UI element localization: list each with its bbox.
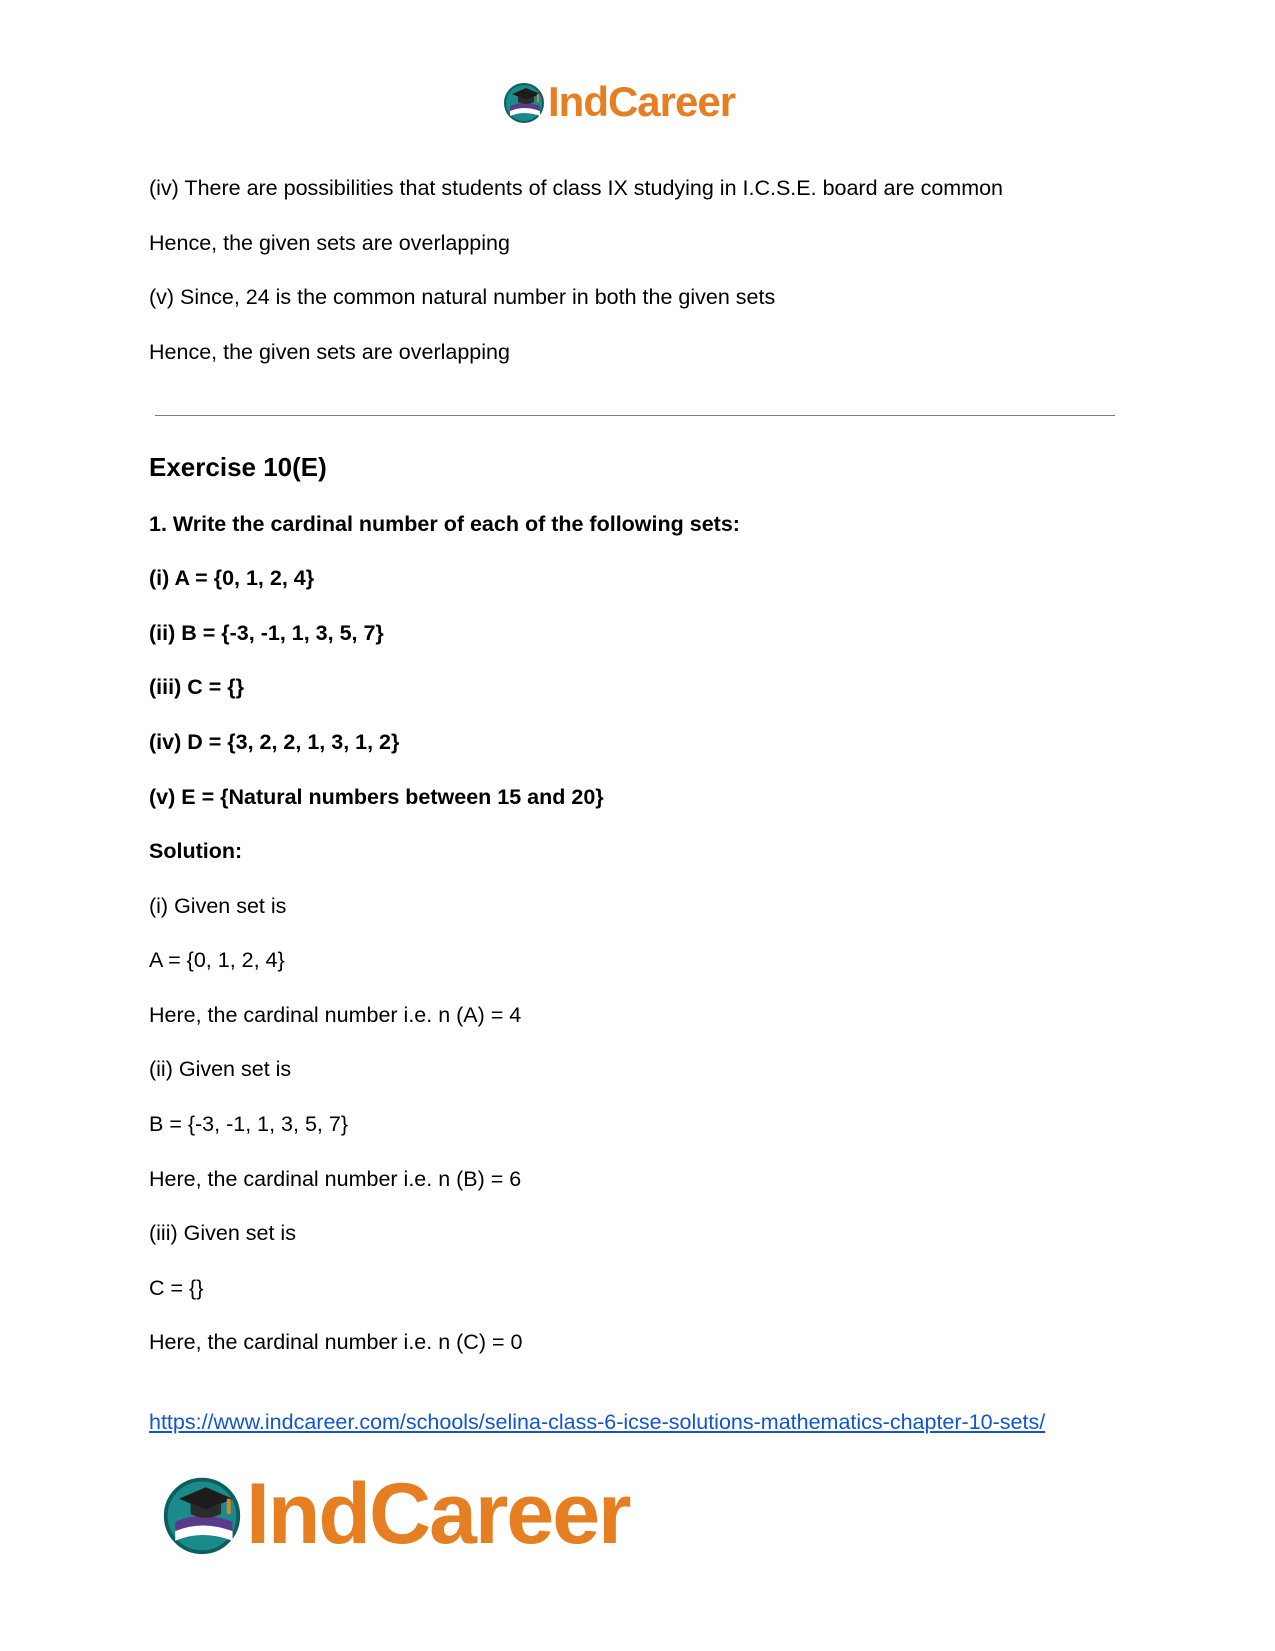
solution-line: (iii) Given set is	[149, 1221, 296, 1245]
question-part: (v) E = {Natural numbers between 15 and 20}	[149, 785, 604, 809]
text-line: Hence, the given sets are overlapping	[149, 231, 510, 255]
graduation-book-icon	[160, 1472, 244, 1556]
exercise-title: Exercise 10(E)	[149, 452, 327, 482]
solution-line: A = {0, 1, 2, 4}	[149, 948, 285, 972]
graduation-book-icon	[502, 80, 546, 124]
logo-wordmark: IndCareer	[548, 78, 736, 125]
text-line: Hence, the given sets are overlapping	[149, 340, 510, 364]
solution-line: B = {-3, -1, 1, 3, 5, 7}	[149, 1112, 349, 1136]
solution-line: Here, the cardinal number i.e. n (A) = 4	[149, 1003, 522, 1027]
footer-logo	[160, 1466, 630, 1562]
question-part: (iii) C = {}	[149, 675, 244, 699]
solution-label: Solution:	[149, 839, 243, 863]
text-line: (iv) There are possibilities that students of class IX studying in I.C.S.E. board are common	[149, 176, 1004, 200]
solution-line: Here, the cardinal number i.e. n (C) = 0	[149, 1330, 523, 1354]
question-part: (i) A = {0, 1, 2, 4}	[149, 566, 315, 590]
header-logo	[502, 78, 735, 126]
solution-line: Here, the cardinal number i.e. n (B) = 6	[149, 1167, 522, 1191]
section-divider	[155, 415, 1115, 416]
question-text: 1. Write the cardinal number of each of the following sets:	[149, 512, 740, 536]
question-part: (ii) B = {-3, -1, 1, 3, 5, 7}	[149, 621, 384, 645]
source-link[interactable]: https://www.indcareer.com/schools/selina-class-6-icse-solutions-mathematics-chapter-10-sets/	[149, 1410, 1046, 1434]
solution-line: C = {}	[149, 1276, 204, 1300]
text-line: (v) Since, 24 is the common natural number in both the given sets	[149, 285, 776, 309]
solution-line: (i) Given set is	[149, 894, 287, 918]
question-part: (iv) D = {3, 2, 2, 1, 3, 1, 2}	[149, 730, 400, 754]
logo-wordmark: IndCareer	[246, 1465, 630, 1562]
solution-line: (ii) Given set is	[149, 1057, 292, 1081]
